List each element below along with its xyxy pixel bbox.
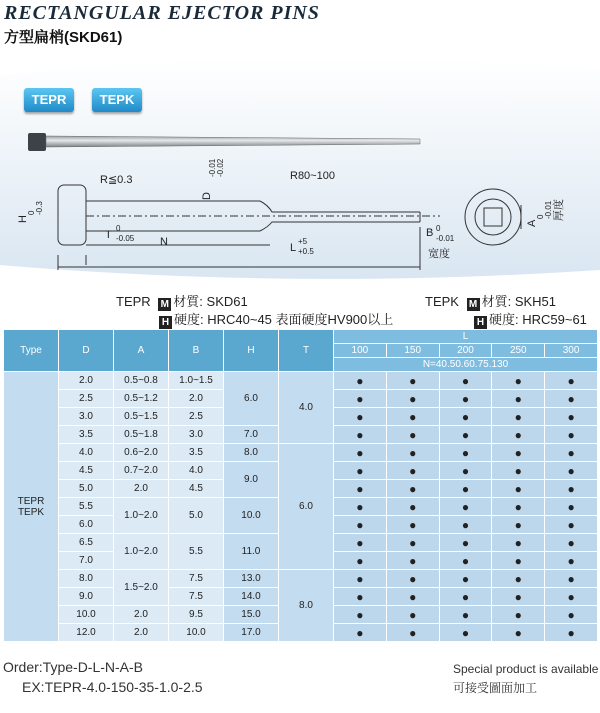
material-icon: M (158, 298, 171, 311)
cell-b: 7.5 (169, 570, 224, 588)
availability-dot: ● (386, 570, 439, 588)
order-example: EX:TEPR-4.0-150-35-1.0-2.5 (22, 679, 203, 695)
availability-dot: ● (439, 498, 492, 516)
availability-dot: ● (386, 426, 439, 444)
svg-text:-0.01: -0.01 (436, 234, 455, 243)
cell-d: 9.0 (59, 588, 114, 606)
cell-b: 10.0 (169, 624, 224, 642)
availability-dot: ● (492, 552, 545, 570)
availability-dot: ● (545, 444, 598, 462)
availability-dot: ● (492, 408, 545, 426)
cell-b: 5.5 (169, 534, 224, 570)
availability-dot: ● (334, 390, 387, 408)
special-note-en: Special product is available (453, 662, 599, 676)
tepk-name: TEPK (425, 294, 459, 309)
svg-text:0: 0 (116, 224, 121, 233)
cell-type (4, 372, 59, 642)
label-width: 宽度 (428, 248, 450, 260)
label-r: R≦0.3 (100, 174, 133, 186)
cell-a: 0.5~0.8 (114, 372, 169, 390)
availability-dot: ● (492, 444, 545, 462)
material-icon: M (467, 298, 480, 311)
availability-dot: ● (334, 408, 387, 426)
cell-d: 4.5 (59, 462, 114, 480)
availability-dot: ● (334, 498, 387, 516)
availability-dot: ● (334, 480, 387, 498)
availability-dot: ● (492, 534, 545, 552)
availability-dot: ● (492, 480, 545, 498)
availability-dot: ● (545, 390, 598, 408)
cell-h: 6.0 (224, 372, 279, 426)
technical-drawing (0, 55, 600, 280)
availability-dot: ● (439, 624, 492, 642)
availability-dot: ● (386, 534, 439, 552)
availability-dot: ● (545, 534, 598, 552)
tepr-material: 材質: SKD61 (173, 294, 248, 309)
label-a: A (526, 219, 538, 227)
cell-d: 10.0 (59, 606, 114, 624)
svg-text:-0.05: -0.05 (116, 234, 135, 243)
availability-dot: ● (439, 516, 492, 534)
availability-dot: ● (386, 372, 439, 390)
material-tepr (116, 291, 248, 311)
availability-dot: ● (545, 426, 598, 444)
availability-dot: ● (334, 516, 387, 534)
availability-dot: ● (492, 570, 545, 588)
cell-t: 4.0 (279, 372, 334, 444)
spec-table-body (4, 372, 598, 642)
availability-dot: ● (334, 570, 387, 588)
cell-t: 6.0 (279, 444, 334, 570)
availability-dot: ● (545, 624, 598, 642)
availability-dot: ● (545, 606, 598, 624)
availability-dot: ● (439, 570, 492, 588)
availability-dot: ● (545, 408, 598, 426)
cell-a: 0.5~1.5 (114, 408, 169, 426)
availability-dot: ● (334, 372, 387, 390)
availability-dot: ● (439, 390, 492, 408)
cell-a: 2.0 (114, 606, 169, 624)
header-l-value: 100 (334, 344, 387, 358)
label-thickness: 厚度 (553, 199, 565, 221)
availability-dot: ● (334, 534, 387, 552)
cell-b: 2.0 (169, 390, 224, 408)
cell-d: 8.0 (59, 570, 114, 588)
tepk-material: 材質: SKH51 (481, 294, 557, 309)
cell-a: 2.0 (114, 624, 169, 642)
availability-dot: ● (386, 480, 439, 498)
availability-dot: ● (334, 426, 387, 444)
cell-h: 17.0 (224, 624, 279, 642)
availability-dot: ● (545, 588, 598, 606)
cell-b: 5.0 (169, 498, 224, 534)
pin-photo-head (28, 133, 46, 151)
availability-dot: ● (439, 372, 492, 390)
tag-tepr: TEPR (24, 88, 74, 112)
cell-b: 7.5 (169, 588, 224, 606)
cell-b: 3.5 (169, 444, 224, 462)
availability-dot: ● (492, 624, 545, 642)
cell-d: 7.0 (59, 552, 114, 570)
type-tepk: TEPK (17, 506, 45, 518)
availability-dot: ● (439, 408, 492, 426)
header-type: Type (4, 330, 59, 372)
cell-h: 9.0 (224, 462, 279, 498)
spec-table (3, 329, 598, 642)
availability-dot: ● (545, 570, 598, 588)
cell-d: 3.5 (59, 426, 114, 444)
cell-h: 13.0 (224, 570, 279, 588)
availability-dot: ● (439, 444, 492, 462)
header-l-value: 200 (439, 344, 492, 358)
availability-dot: ● (439, 480, 492, 498)
cell-d: 4.0 (59, 444, 114, 462)
availability-dot: ● (545, 498, 598, 516)
availability-dot: ● (334, 552, 387, 570)
cell-d: 12.0 (59, 624, 114, 642)
availability-dot: ● (334, 606, 387, 624)
availability-dot: ● (386, 588, 439, 606)
availability-dot: ● (545, 552, 598, 570)
cell-b: 3.0 (169, 426, 224, 444)
hardness-icon: H (474, 316, 487, 329)
type-tepr: TEPR (17, 495, 45, 507)
header-l-value: 150 (386, 344, 439, 358)
cell-b: 2.5 (169, 408, 224, 426)
cell-d: 6.0 (59, 516, 114, 534)
svg-text:0: 0 (536, 214, 545, 219)
availability-dot: ● (334, 588, 387, 606)
availability-dot: ● (386, 606, 439, 624)
availability-dot: ● (386, 516, 439, 534)
header-l: L (334, 330, 598, 344)
cell-h: 8.0 (224, 444, 279, 462)
availability-dot: ● (334, 462, 387, 480)
tepr-hardness: 硬度: HRC40~45 表面硬度HV900以上 (174, 312, 394, 327)
label-b: B (426, 227, 434, 239)
page-subtitle: 方型扁梢(SKD61) (4, 29, 123, 46)
cell-h: 15.0 (224, 606, 279, 624)
cell-b: 9.5 (169, 606, 224, 624)
cell-t: 8.0 (279, 570, 334, 642)
table-row (4, 372, 598, 390)
availability-dot: ● (492, 588, 545, 606)
cell-b: 4.0 (169, 462, 224, 480)
availability-dot: ● (492, 606, 545, 624)
header-t: T (279, 330, 334, 372)
svg-text:0: 0 (27, 210, 36, 215)
availability-dot: ● (492, 498, 545, 516)
label-d: D (201, 192, 213, 200)
order-format: Order:Type-D-L-N-A-B (3, 659, 144, 675)
header-d: D (59, 330, 114, 372)
cell-b: 4.5 (169, 480, 224, 498)
header-l-value: 300 (545, 344, 598, 358)
svg-text:-0.3: -0.3 (35, 201, 44, 215)
cell-a: 2.0 (114, 480, 169, 498)
tepk-hardness: 硬度: HRC59~61 (489, 312, 587, 327)
cell-a: 1.5~2.0 (114, 570, 169, 606)
availability-dot: ● (439, 426, 492, 444)
cell-h: 14.0 (224, 588, 279, 606)
availability-dot: ● (492, 390, 545, 408)
hardness-tepk (474, 309, 587, 329)
svg-text:0: 0 (436, 224, 441, 233)
availability-dot: ● (439, 534, 492, 552)
cell-h: 10.0 (224, 498, 279, 534)
hardness-icon: H (159, 316, 172, 329)
availability-dot: ● (439, 462, 492, 480)
tag-tepk: TEPK (92, 88, 142, 112)
cell-a: 0.5~1.8 (114, 426, 169, 444)
svg-text:+0.5: +0.5 (298, 247, 314, 256)
label-r2: R80~100 (290, 170, 335, 182)
availability-dot: ● (545, 480, 598, 498)
header-n-note: N=40.50.60.75.130 (334, 358, 598, 372)
availability-dot: ● (439, 552, 492, 570)
availability-dot: ● (439, 606, 492, 624)
cell-d: 2.0 (59, 372, 114, 390)
svg-text:-0.02: -0.02 (216, 158, 225, 177)
availability-dot: ● (386, 552, 439, 570)
cell-d: 6.5 (59, 534, 114, 552)
availability-dot: ● (386, 390, 439, 408)
label-l: L (290, 242, 297, 254)
availability-dot: ● (386, 444, 439, 462)
label-n: N (160, 236, 168, 248)
svg-text:+5: +5 (298, 237, 308, 246)
table-row (4, 444, 598, 462)
cell-d: 5.5 (59, 498, 114, 516)
availability-dot: ● (334, 624, 387, 642)
cell-a: 0.6~2.0 (114, 444, 169, 462)
cell-a: 0.5~1.2 (114, 390, 169, 408)
availability-dot: ● (386, 408, 439, 426)
cell-b: 1.0~1.5 (169, 372, 224, 390)
special-note-cn: 可接受圖面加工 (453, 681, 538, 695)
label-t: T (105, 229, 112, 241)
availability-dot: ● (386, 498, 439, 516)
cell-d: 3.0 (59, 408, 114, 426)
availability-dot: ● (545, 372, 598, 390)
cell-d: 5.0 (59, 480, 114, 498)
availability-dot: ● (386, 462, 439, 480)
availability-dot: ● (492, 372, 545, 390)
availability-dot: ● (492, 516, 545, 534)
tepr-name: TEPR (116, 294, 151, 309)
availability-dot: ● (545, 462, 598, 480)
availability-dot: ● (492, 426, 545, 444)
availability-dot: ● (439, 588, 492, 606)
label-h: H (17, 215, 29, 223)
header-l-value: 250 (492, 344, 545, 358)
cell-h: 7.0 (224, 426, 279, 444)
cell-h: 11.0 (224, 534, 279, 570)
availability-dot: ● (386, 624, 439, 642)
cell-a: 0.7~2.0 (114, 462, 169, 480)
header-h: H (224, 330, 279, 372)
header-b: B (169, 330, 224, 372)
table-row (4, 570, 598, 588)
svg-text:-0.01: -0.01 (544, 200, 553, 219)
cell-d: 2.5 (59, 390, 114, 408)
cell-a: 1.0~2.0 (114, 498, 169, 534)
header-a: A (114, 330, 169, 372)
availability-dot: ● (545, 516, 598, 534)
material-tepk (425, 291, 556, 311)
hardness-tepr (159, 309, 393, 329)
availability-dot: ● (334, 444, 387, 462)
page-title: RECTANGULAR EJECTOR PINS (4, 2, 320, 24)
svg-text:-0.01: -0.01 (208, 158, 217, 177)
availability-dot: ● (492, 462, 545, 480)
cell-a: 1.0~2.0 (114, 534, 169, 570)
